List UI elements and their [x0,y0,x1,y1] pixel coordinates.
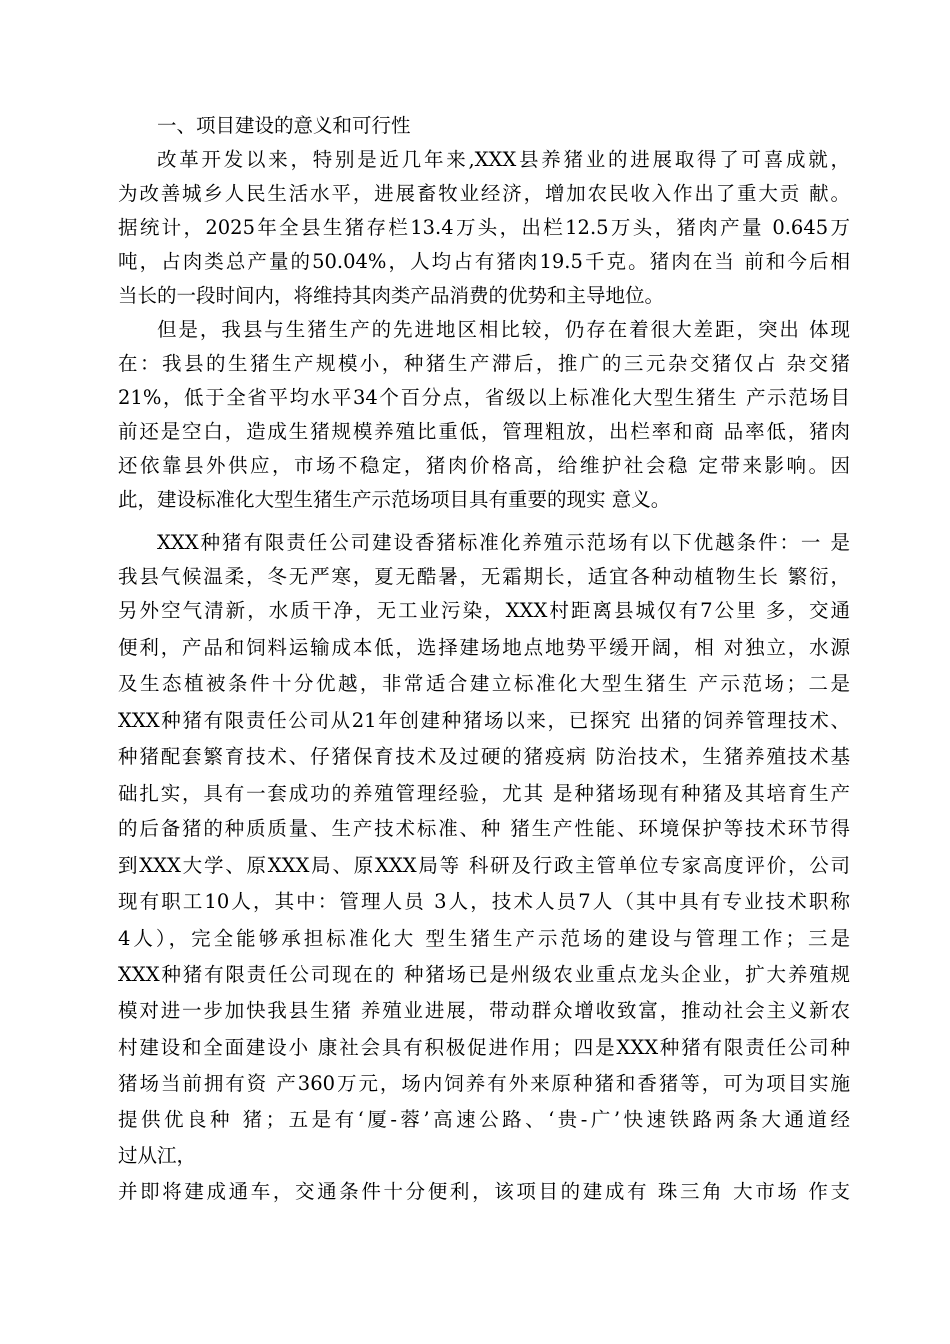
paragraph-line: 猪场当前拥有资 产360万元，场内饲养有外来原种猪和香猪等，可为项目实施 [118,1072,850,1095]
paragraph-line: 种猪配套繁育技术、仔猪保育技术及过硬的猪疫病 防治技术，生猪养殖技术基 [118,745,850,768]
paragraph-line: XXX种猪有限责任公司现在的 种猪场已是州级农业重点龙头企业，扩大养殖规 [118,963,850,986]
paragraph-line: 还依靠县外供应，市场不稳定，猪肉价格高，给维护社会稳 定带来影响。因 [118,454,850,477]
paragraph-line: 吨，占肉类总产量的50.04%，人均占有猪肉19.5千克。猪肉在当 前和今后相 [118,250,850,273]
paragraph-line: 到XXX大学、原XXX局、原XXX局等 科研及行政主管单位专家高度评价，公司 [118,854,850,877]
paragraph-line: 21%，低于全省平均水平34个百分点，省级以上标准化大型生猪生 产示范场目 [118,386,850,409]
paragraph-line: 现有职工10人，其中：管理人员 3人，技术人员7人（其中具有专业技术职称 [118,890,850,913]
paragraph-line: 为改善城乡人民生活水平，进展畜牧业经济，增加农民收入作出了重大贡 献。 [118,182,850,205]
paragraph-line: 前还是空白，造成生猪规模养殖比重低，管理粗放，出栏率和商 品率低，猪肉 [118,420,850,443]
paragraph-line: XXX种猪有限责任公司建设香猪标准化养殖示范场有以下优越条件：一 是 [157,531,850,554]
paragraph-line: 据统计，2025年全县生猪存栏13.4万头，出栏12.5万头，猪肉产量 0.645万 [118,216,850,239]
paragraph-line: 及生态植被条件十分优越，非常适合建立标准化大型生猪生 产示范场；二是 [118,672,850,695]
paragraph-line: XXX种猪有限责任公司从21年创建种猪场以来，已探究 出猪的饲养管理技术、 [118,709,850,732]
paragraph-line: 便利，产品和饲料运输成本低，选择建场地点地势平缓开阔，相 对独立，水源 [118,636,850,659]
paragraph-line: 此，建设标准化大型生猪生产示范场项目具有重要的现实 意义。 [118,488,671,511]
paragraph-line: 改革开发以来，特别是近几年来,XXX县养猪业的进展取得了可喜成就， [157,148,850,171]
paragraph-line: 在：我县的生猪生产规模小，种猪生产滞后，推广的三元杂交猪仅占 杂交猪 [118,352,850,375]
paragraph-line: 村建设和全面建设小 康社会具有积极促进作用；四是XXX种猪有限责任公司种 [118,1036,850,1059]
paragraph-line: 另外空气清新，水质干净，无工业污染，XXX村距离县城仅有7公里 多，交通 [118,599,850,622]
paragraph-line: 提供优良种 猪；五是有‘厦-蓉’高速公路、‘贵-广’快速铁路两条大通道经 [118,1108,850,1131]
paragraph-line: 模对进一步加快我县生猪 养殖业进展，带动群众增收致富，推动社会主义新农 [118,999,850,1022]
section-heading: 一、项目建设的意义和可行性 [157,114,411,137]
paragraph-line: 的后备猪的种质质量、生产技术标准、种 猪生产性能、环境保护等技术环节得 [118,817,850,840]
paragraph-line: 当长的一段时间内，将维持其肉类产品消费的优势和主导地位。 [118,284,665,307]
paragraph-line: 过从江， [118,1144,197,1167]
paragraph-line: 我县气候温柔，冬无严寒，夏无酷暑，无霜期长，适宜各种动植物生长 繁衍， [118,565,850,588]
paragraph-line: 4人），完全能够承担标准化大 型生猪生产示范场的建设与管理工作；三是 [118,927,850,950]
paragraph-line: 并即将建成通车，交通条件十分便利，该项目的建成有 珠三角 大市场 作支 [118,1180,850,1203]
paragraph-line: 础扎实，具有一套成功的养殖管理经验，尤其 是种猪场现有种猪及其培育生产 [118,782,850,805]
paragraph-line: 但是，我县与生猪生产的先进地区相比较，仍存在着很大差距，突出 体现 [157,318,850,341]
